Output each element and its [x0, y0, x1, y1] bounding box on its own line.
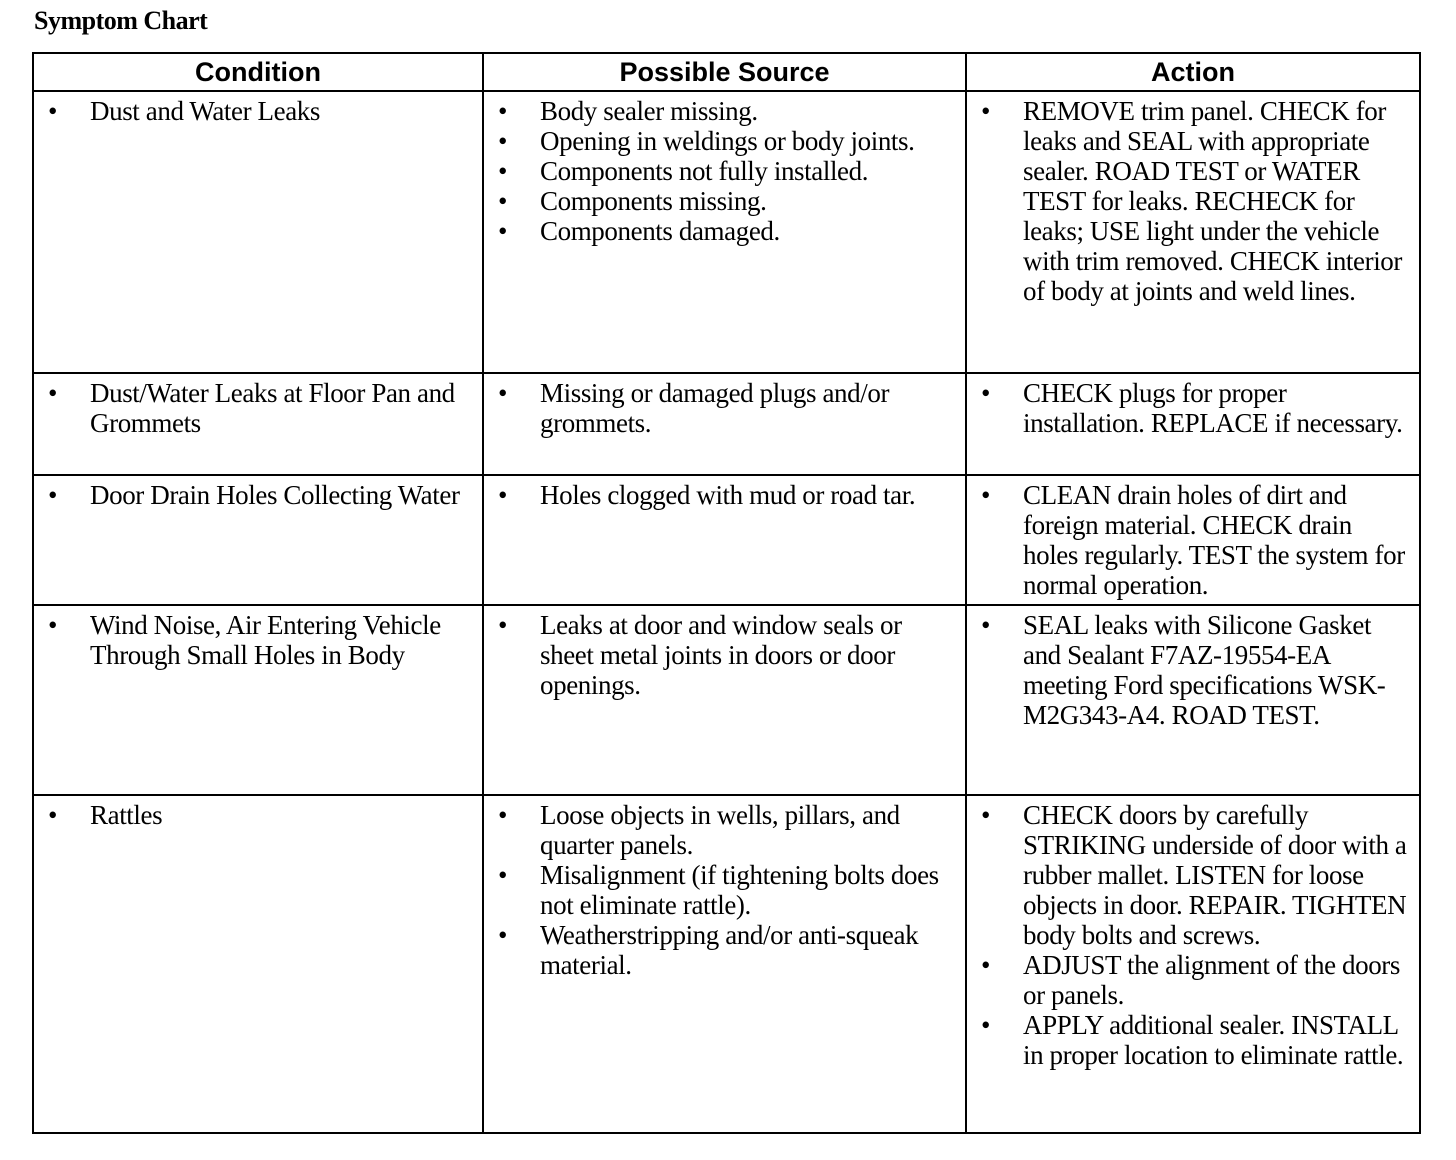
action-item: • ADJUST the alignment of the doors or panels.: [981, 950, 1413, 1010]
possible-source-header: Possible Source: [483, 53, 966, 91]
table-row: [33, 795, 1420, 1133]
condition-header: Condition: [33, 53, 483, 91]
source-item: • Misalignment (if tightening bolts does not eliminate rattle).: [498, 860, 959, 920]
source-item: • Missing or damaged plugs and/or grommets.: [498, 378, 959, 438]
source-item: • Components not fully installed.: [498, 156, 959, 186]
action-cell: [966, 605, 1420, 795]
source-cell: [483, 91, 966, 373]
action-item: • CHECK doors by carefully STRIKING underside of door with a rubber mallet. LISTEN for loose objects in door. REPAIR. TIGHTEN body bolts and screws.: [981, 800, 1413, 950]
action-item: • CHECK plugs for proper installation. REPLACE if necessary.: [981, 378, 1413, 438]
source-cell: [483, 475, 966, 605]
source-item: • Holes clogged with mud or road tar.: [498, 480, 959, 510]
source-cell: [483, 373, 966, 475]
condition-cell: [33, 91, 483, 373]
action-item: • SEAL leaks with Silicone Gasket and Sealant F7AZ-19554-EA meeting Ford specifications WSK-M2G343-A4. ROAD TEST.: [981, 610, 1413, 730]
condition-item: • Dust/Water Leaks at Floor Pan and Grommets: [48, 378, 476, 438]
source-item: • Components missing.: [498, 186, 959, 216]
source-item: • Leaks at door and window seals or sheet metal joints in doors or door openings.: [498, 610, 959, 700]
table-row: [33, 475, 1420, 605]
action-cell: [966, 373, 1420, 475]
condition-item: • Dust and Water Leaks: [48, 96, 476, 126]
action-cell: [966, 91, 1420, 373]
condition-cell: [33, 605, 483, 795]
condition-cell: [33, 795, 483, 1133]
table-row: [33, 373, 1420, 475]
condition-item: • Door Drain Holes Collecting Water: [48, 480, 476, 510]
source-item: • Loose objects in wells, pillars, and quarter panels.: [498, 800, 959, 860]
source-item: • Components damaged.: [498, 216, 959, 246]
action-header: Action: [966, 53, 1420, 91]
page-title: Symptom Chart: [34, 6, 208, 35]
condition-item: • Wind Noise, Air Entering Vehicle Through Small Holes in Body: [48, 610, 476, 670]
table-row: [33, 605, 1420, 795]
symptom-table: [32, 52, 1421, 1134]
source-item: • Opening in weldings or body joints.: [498, 126, 959, 156]
source-item: • Body sealer missing.: [498, 96, 959, 126]
action-item: • CLEAN drain holes of dirt and foreign material. CHECK drain holes regularly. TEST the system for normal operation.: [981, 480, 1413, 600]
source-cell: [483, 795, 966, 1133]
action-item: • APPLY additional sealer. INSTALL in proper location to eliminate rattle.: [981, 1010, 1413, 1070]
action-item: • REMOVE trim panel. CHECK for leaks and SEAL with appropriate sealer. ROAD TEST or WATER TEST for leaks. RECHECK for leaks; USE light under the vehicle with trim removed. CHECK interior of body at joints and weld lines.: [981, 96, 1413, 306]
condition-item: • Rattles: [48, 800, 476, 830]
header-row: [33, 53, 1420, 91]
table-row: [33, 91, 1420, 373]
action-cell: [966, 475, 1420, 605]
source-cell: [483, 605, 966, 795]
condition-cell: [33, 475, 483, 605]
source-item: • Weatherstripping and/or anti-squeak material.: [498, 920, 959, 980]
condition-cell: [33, 373, 483, 475]
action-cell: [966, 795, 1420, 1133]
